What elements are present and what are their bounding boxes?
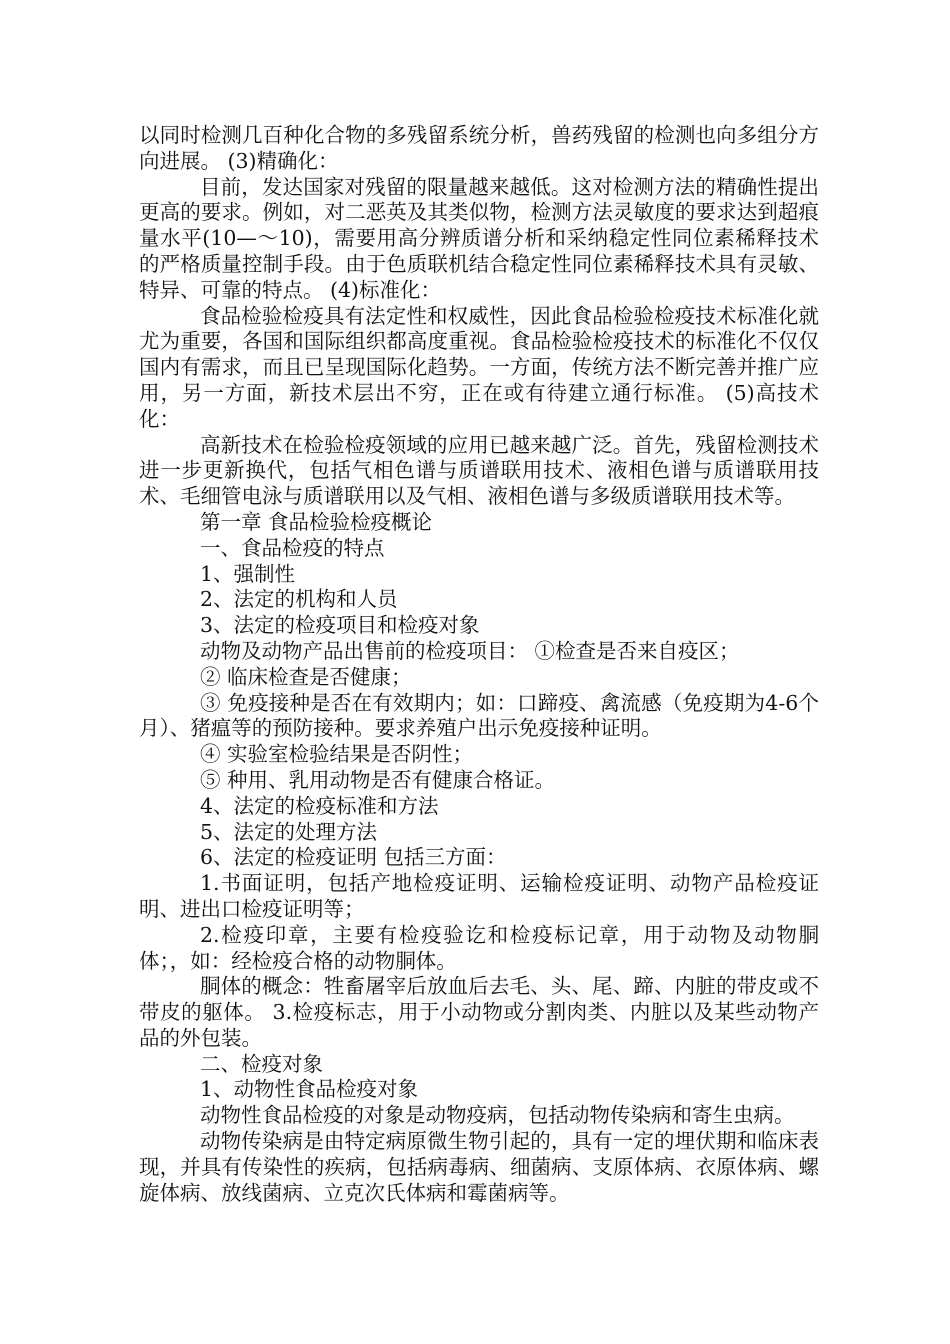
- list-item: ④ 实验室检验结果是否阴性；: [200, 742, 474, 767]
- paragraph: 胴体的概念：牲畜屠宰后放血后去毛、头、尾、蹄、内脏的带皮或不带皮的躯体。 3.检疫标志，用于小动物或分割肉类、内脏以及某些动物产品的外包装。: [139, 974, 819, 1050]
- paragraph: 高新技术在检验检疫领域的应用已越来越广泛。首先，残留检测技术进一步更新换代，包括气相色谱与质谱联用技术、液相色谱与质谱联用技术、毛细管电泳与质谱联用以及气相、液相色谱与多级质谱联用技术等。: [139, 432, 819, 509]
- document-body: [139, 123, 819, 1206]
- paragraph: 动物性食品检疫的对象是动物疫病，包括动物传染病和寄生虫病。: [200, 1103, 795, 1128]
- list-item: 4、法定的检疫标准和方法: [200, 793, 439, 818]
- list-item: ⑤ 种用、乳用动物是否有健康合格证。: [200, 767, 556, 792]
- chapter-heading: 第一章 食品检验检疫概论: [200, 509, 433, 534]
- list-item: ③ 免疫接种是否在有效期内；如：口蹄疫、禽流感（免疫期为4-6个月）、猪瘟等的预防接种。要求养殖户出示免疫接种证明。: [139, 690, 819, 741]
- section-heading: 二、检疫对象: [200, 1051, 323, 1076]
- list-item: 1.书面证明，包括产地检疫证明、运输检疫证明、动物产品检疫证明、进出口检疫证明等；: [139, 871, 819, 921]
- list-item: ② 临床检查是否健康；: [200, 664, 412, 689]
- list-item: 1、动物性食品检疫对象: [200, 1077, 419, 1102]
- section-heading: 一、食品检疫的特点: [200, 535, 385, 560]
- list-item: 2.检疫印章，主要有检疫验讫和检疫标记章，用于动物及动物胴体；，如：经检疫合格的动物胴体。: [139, 922, 819, 973]
- list-item: 5、法定的处理方法: [200, 819, 378, 844]
- paragraph: 动物及动物产品出售前的检疫项目： ①检查是否来自疫区；: [200, 638, 740, 663]
- paragraph: 目前，发达国家对残留的限量越来越低。这对检测方法的精确性提出更高的要求。例如，对二恶英及其类似物，检测方法灵敏度的要求达到超痕量水平(10—～10)，需要用高分辨质谱分析和采纳稳定性同位素稀释技术的严格质量控制手段。由于色质联机结合稳定性同位素稀释技术具有灵敏、特异、可靠的特点。 (4)标准化：: [139, 174, 819, 302]
- list-item: 2、法定的机构和人员: [200, 587, 398, 612]
- paragraph: 食品检验检疫具有法定性和权威性，因此食品检验检疫技术标准化就尤为重要，各国和国际组织都高度重视。食品检验检疫技术的标准化不仅仅国内有需求，而且已呈现国际化趋势。一方面，传统方法不断完善并推广应用，另一方面，新技术层出不穷，正在或有待建立通行标准。 (5)高技术化：: [139, 303, 819, 431]
- list-item: 1、强制性: [200, 561, 296, 586]
- paragraph: 动物传染病是由特定病原微生物引起的，具有一定的埋伏期和临床表现，并具有传染性的疾病，包括病毒病、细菌病、支原体病、衣原体病、螺旋体病、放线菌病、立克次氏体病和霉菌病等。: [139, 1129, 819, 1205]
- list-item: 3、法定的检疫项目和检疫对象: [200, 613, 480, 638]
- list-item: 6、法定的检疫证明 包括三方面：: [200, 845, 507, 870]
- paragraph: 以同时检测几百种化合物的多残留系统分析，兽药残留的检测也向多组分方向进展。 (3)精确化：: [139, 123, 819, 173]
